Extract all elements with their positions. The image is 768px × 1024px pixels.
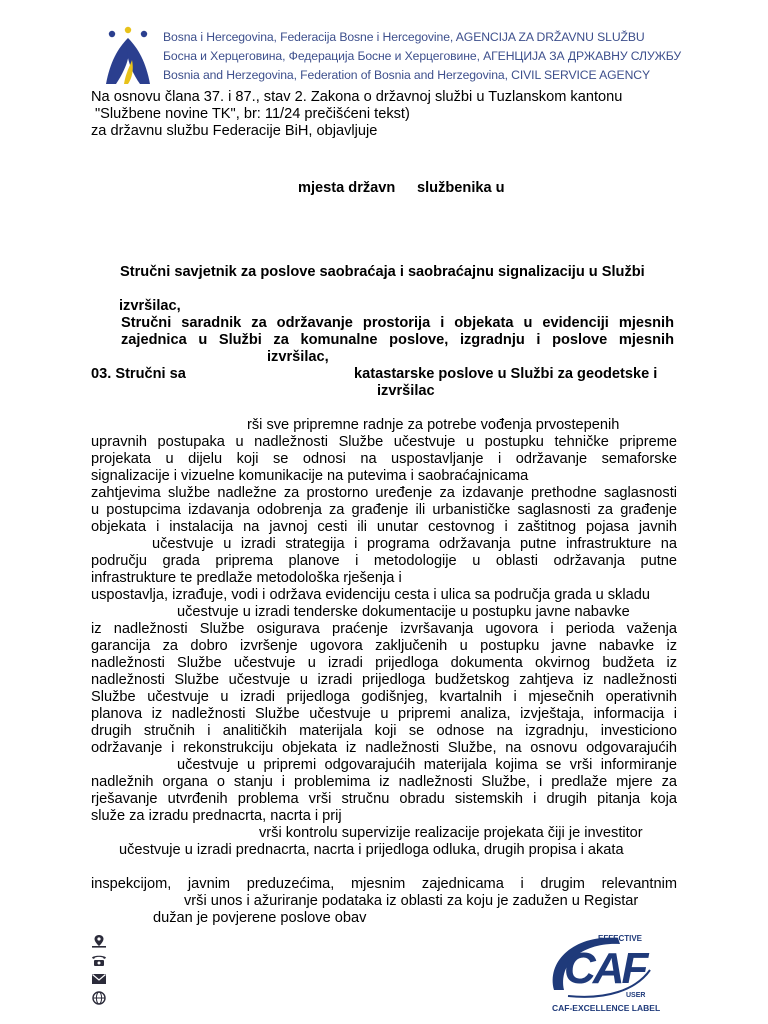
body-line: nadležnosti Službe učestvuje u izradi prijedloga dokumenta okvirnog budžeta iz bbox=[91, 655, 677, 671]
header-line-sr: Босна и Херцеговина, Федерација Босне и Херцеговине, АГЕНЦИЈА ЗА ДРЖАВНУ СЛУЖБУ bbox=[163, 49, 682, 63]
body-line: uspostavlja, izrađuje, vodi i održava evidenciju cesta i ulica sa područja grada u skladu bbox=[91, 587, 650, 603]
body-line: inspekcijom, javnim preduzećima, mjesnim zajednicama i drugim relevantnim bbox=[91, 876, 677, 892]
body-line: drugih stručnih i analitičkih materijala koji se odnose na izgradnju, investiciono bbox=[91, 723, 677, 739]
body-line: signalizacije i vizuelne komunikacije na putevima i saobraćajnicama bbox=[91, 468, 529, 484]
caf-logo bbox=[546, 930, 661, 1016]
body-line: rši sve pripremne radnje za potrebe vođenja prvostepenih bbox=[247, 417, 620, 433]
body-line: učestvuje u izradi tenderske dokumentacije u postupku javne nabavke bbox=[177, 604, 630, 620]
body-line: vrši kontrolu supervizije realizacije projekata čiji je investitor bbox=[259, 825, 643, 841]
title-part-2: službenika u bbox=[417, 180, 505, 196]
body-line: planova iz nadležnosti Službe učestvuje u pripremi analiza, izvještaja, informacija i bbox=[91, 706, 677, 722]
title-part-1: mjesta državn bbox=[298, 180, 396, 196]
intro-line-3: za državnu službu Federacije BiH, objavljuje bbox=[91, 123, 378, 139]
body-line: rješavanje utvrđenih problema vrši stručnu obradu sistemskih i drugih pitanja koja bbox=[91, 791, 677, 807]
body-line: nadležnosti Službe učestvuje u izradi prijedloga budžetskog zahtjeva iz nadležnosti bbox=[91, 672, 677, 688]
body-line: služe za izradu prednacrta, nacrta i prij bbox=[91, 808, 342, 824]
body-line: vrši unos i ažuriranje podataka iz oblasti za koju je zadužen u Registar bbox=[184, 893, 639, 909]
caf-label: CAF-EXCELLENCE LABEL bbox=[552, 1003, 661, 1013]
header-line-en: Bosnia and Herzegovina, Federation of Bosnia and Herzegovina, CIVIL SERVICE AGENCY bbox=[163, 68, 651, 82]
body-line: objekata i instalacija na javnoj cesti ili unutar cestovnog i zaštitnog pojasa javnih bbox=[91, 519, 677, 535]
header-line-bs: Bosna i Hercegovina, Federacija Bosne i Hercegovine, AGENCIJA ZA DRŽAVNU SLUŽBU bbox=[163, 30, 645, 44]
body-line: učestvuje u pripremi odgovarajućih materijala kojima se vrši informiranje bbox=[177, 757, 677, 773]
location-icon bbox=[91, 934, 107, 948]
email-icon bbox=[91, 972, 107, 986]
position-1-tail: izvršilac, bbox=[119, 298, 181, 314]
body-line: nadležnih organa o stanju i problemima iz nadležnosti Službe, i predlaže mjere za bbox=[91, 774, 677, 790]
body-line: garancija za dobro izvršenje ugovora zaključenih u postupku javne nabavke iz bbox=[91, 638, 677, 654]
caf-user: USER bbox=[626, 992, 646, 999]
body-line: održavanje i rekonstrukciju objekata iz nadležnosti Službe, na osnovu odgovarajućih bbox=[91, 740, 677, 756]
agency-logo bbox=[98, 26, 158, 88]
body-line: području grada priprema planove i metodologije u oblasti održavanja putne bbox=[91, 553, 677, 569]
position-2-line-2: zajednica u Službi za komunalne poslove, izgradnju i poslove mjesnih bbox=[121, 332, 674, 348]
caf-mark: CAF bbox=[564, 944, 646, 993]
body-line: projekata u dijelu koji se odnosi na uspostavljanje i održavanje semaforske bbox=[91, 451, 677, 467]
intro-line-1: Na osnovu člana 37. i 87., stav 2. Zakona o državnoj službi u Tuzlanskom kantonu bbox=[91, 89, 623, 105]
position-1: Stručni savjetnik za poslove saobraćaja i saobraćajnu signalizaciju u Službi bbox=[120, 264, 645, 280]
body-line: u postupcima izdavanja odobrenja za građenje ili urbanističke saglasnosti za građenje bbox=[91, 502, 677, 518]
position-2-line-3: izvršilac, bbox=[267, 349, 329, 365]
web-icon bbox=[91, 991, 107, 1005]
body-line: Službe učestvuje u izradi prijedloga godišnjeg, kvartalnih i mjesečnih operativnih bbox=[91, 689, 677, 705]
intro-line-2: "Službene novine TK", br: 11/24 prečišćeni tekst) bbox=[95, 106, 410, 122]
body-line: zahtjevima službe nadležne za prostorno uređenje za izdavanje prethodne saglasnosti bbox=[91, 485, 677, 501]
body-line: učestvuje u izradi prednacrta, nacrta i prijedloga odluka, drugih propisa i akata bbox=[119, 842, 624, 858]
phone-icon bbox=[91, 953, 107, 967]
position-3-tail: izvršilac bbox=[377, 383, 435, 399]
body-line: iz nadležnosti Službe osigurava praćenje izvršavanja ugovora i perioda važenja bbox=[91, 621, 677, 637]
body-line: učestvuje u izradi strategija i programa održavanja putne infrastrukture na bbox=[152, 536, 677, 552]
position-3-text: katastarske poslove u Službi za geodetske i bbox=[354, 366, 658, 382]
body-line: infrastrukture te predlaže metodološka rješenja i bbox=[91, 570, 402, 586]
position-3-number: 03. Stručni sa bbox=[91, 366, 186, 382]
caf-effective: EFFECTIVE bbox=[598, 934, 643, 943]
body-line: upravnih postupaka u nadležnosti Službe učestvuje u postupku tehničke pripreme bbox=[91, 434, 677, 450]
position-2-line-1: Stručni saradnik za održavanje prostorija i objekata u evidenciji mjesnih bbox=[121, 315, 674, 331]
body-line: dužan je povjerene poslove obav bbox=[153, 910, 367, 926]
